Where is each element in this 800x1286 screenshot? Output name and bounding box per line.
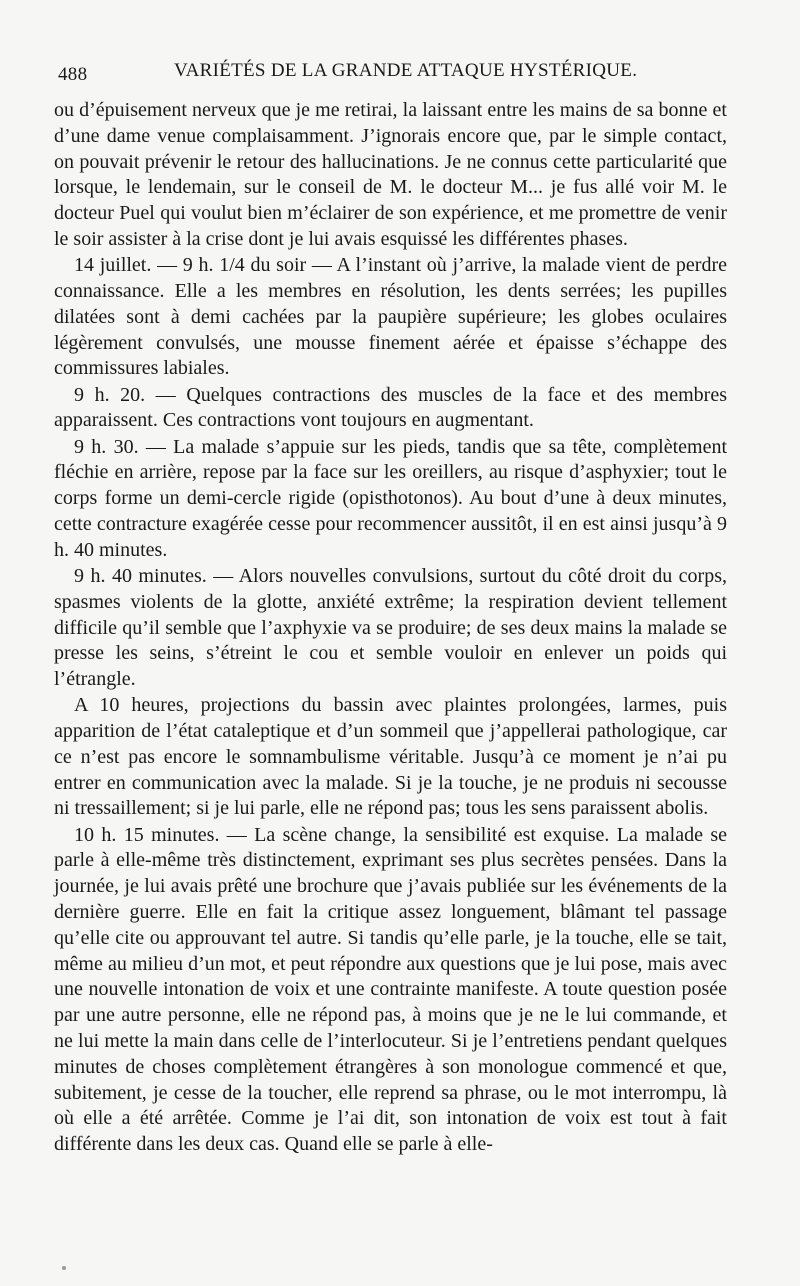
paragraph-9h20: 9 h. 20. — Quelques contractions des muscles de la face et des membres apparaissent. Ces contractions vont toujours en augmentant. (54, 383, 727, 432)
page-header (58, 60, 728, 90)
running-head: VARIÉTÉS DE LA GRANDE ATTAQUE HYSTÉRIQUE. (174, 60, 638, 81)
paragraph-9h30: 9 h. 30. — La malade s’appuie sur les pieds, tandis que sa tête, complètement fléchie en arrière, repose par la face sur les oreillers, au risque d’asphyxier; tout le corps forme un demi-cercle rigide (opisthotonos). Au bout d’une à deux minutes, cette contracture exagérée cesse pour recommencer aussitôt, il en est ainsi jusqu’à 9 h. 40 minutes. (54, 435, 727, 561)
page-number: 488 (58, 64, 88, 85)
page-speck (62, 1266, 66, 1270)
paragraph-10h15: 10 h. 15 minutes. — La scène change, la sensibilité est exquise. La malade se parle à elle-même très distinctement, exprimant ses plus secrètes pensées. Dans la journée, je lui avais prêté une brochure que j’avais publiée sur les événements de la dernière guerre. Elle en fait la critique assez longuement, blâmant tel passage qu’elle cite ou approuvant tel autre. Si tandis qu’elle parle, je la touche, elle se tait, même au milieu d’un mot, et peut répondre aux questions que je lui pose, mais avec une nouvelle intonation de voix et une contrainte manifeste. A toute question posée par une autre personne, elle ne répond pas, à moins que je ne le lui commande, et ne lui mette la main dans celle de l’interlocuteur. Si je l’entretiens pendant quelques minutes de choses complètement étrangères à son monologue commencé et que, subitement, je cesse de la toucher, elle reprend sa phrase, ou le mot interrompu, là où elle a été arrêtée. Comme je l’ai dit, son intonation de voix est tout à fait différente dans les deux cas. Quand elle se parle à elle- (54, 823, 727, 1156)
paragraph-10-heures: A 10 heures, projections du bassin avec plaintes prolongées, larmes, puis apparition de l’état cataleptique et d’un sommeil que j’appellerai pathologique, car ce n’est pas encore le somnambulisme véritable. Jusqu’à ce moment je n’ai pu entrer en communication avec la malade. Si je la touche, je ne produis ni secousse ni tressaillement; si je lui parle, elle ne répond pas; tous les sens paraissent abolis. (54, 694, 727, 820)
body-text (54, 98, 727, 1158)
paragraph-9h40: 9 h. 40 minutes. — Alors nouvelles convulsions, surtout du côté droit du corps, spasmes violents de la glotte, anxiété extrême; la respiration devient tellement difficile qu’il semble que l’axphyxie va se produire; de ses deux mains la malade se presse les seins, s’étreint le cou et semble vouloir en enlever un poids qui l’étrangle. (54, 564, 727, 691)
paragraph-continuation: ou d’épuisement nerveux que je me retirai, la laissant entre les mains de sa bonne et d’une dame venue complaisamment. J’ignorais encore que, par le simple contact, on pouvait prévenir le retour des hallucinations. Je ne connus cette particularité que lorsque, le lendemain, sur le conseil de M. le docteur M... je fus allé voir M. le docteur Puel qui voulut bien m’éclairer de son expérience, et me promettre de venir le soir assister à la crise dont je lui avais esquissé les différentes phases. (54, 99, 727, 250)
paragraph-14-juillet: 14 juillet. — 9 h. 1/4 du soir — A l’instant où j’arrive, la malade vient de perdre connaissance. Elle a les membres en résolution, les dents serrées; les pupilles dilatées sont à demi cachées par la paupière supérieure; les globes oculaires légèrement convulsés, une mousse finement aérée et épaisse s’échappe des commissures labiales. (54, 254, 727, 380)
